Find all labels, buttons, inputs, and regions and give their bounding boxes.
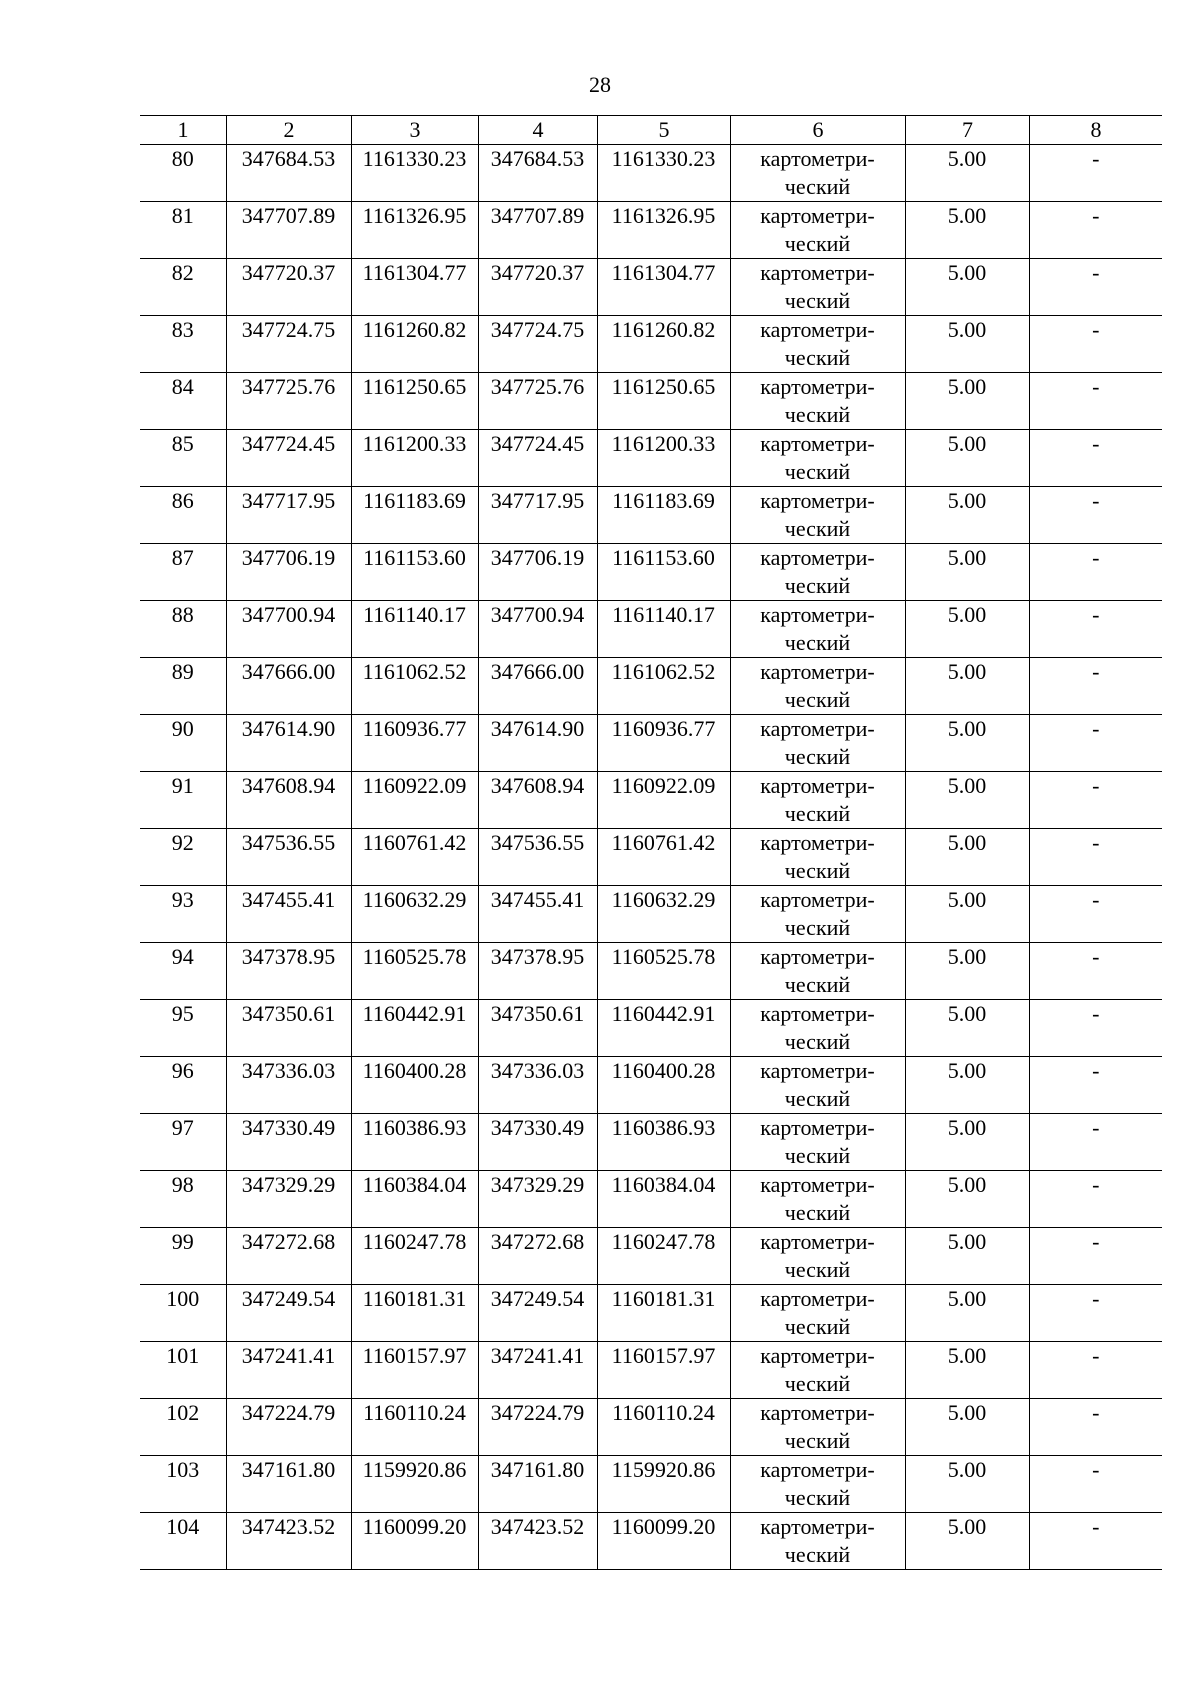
table-row xyxy=(140,1285,1162,1342)
method-cell xyxy=(730,943,905,1000)
method-line: картометри- xyxy=(760,1229,875,1254)
table-row xyxy=(140,202,1162,259)
notes-cell: - xyxy=(1029,1171,1162,1228)
y-coord-cell: 1161183.69 xyxy=(351,487,478,544)
y-coord-cell: 1160632.29 xyxy=(597,886,730,943)
notes-cell: - xyxy=(1029,487,1162,544)
y-coord-cell: 1161304.77 xyxy=(351,259,478,316)
method-cell xyxy=(730,829,905,886)
method-line: ческий xyxy=(784,402,851,427)
table-row xyxy=(140,601,1162,658)
x-coord-cell: 347707.89 xyxy=(478,202,597,259)
y-coord-cell: 1160386.93 xyxy=(351,1114,478,1171)
y-coord-cell: 1160761.42 xyxy=(351,829,478,886)
method-line: картометри- xyxy=(760,317,875,342)
accuracy-cell: 5.00 xyxy=(905,544,1029,601)
x-coord-cell: 347724.75 xyxy=(478,316,597,373)
point-number-cell: 80 xyxy=(140,145,226,202)
x-coord-cell: 347666.00 xyxy=(226,658,351,715)
y-coord-cell: 1161153.60 xyxy=(597,544,730,601)
x-coord-cell: 347224.79 xyxy=(478,1399,597,1456)
method-cell xyxy=(730,487,905,544)
x-coord-cell: 347724.75 xyxy=(226,316,351,373)
x-coord-cell: 347614.90 xyxy=(226,715,351,772)
method-cell xyxy=(730,1513,905,1570)
notes-cell: - xyxy=(1029,1399,1162,1456)
x-coord-cell: 347272.68 xyxy=(226,1228,351,1285)
notes-cell: - xyxy=(1029,1456,1162,1513)
notes-cell: - xyxy=(1029,1342,1162,1399)
coordinates-table xyxy=(140,115,1162,1570)
notes-cell: - xyxy=(1029,544,1162,601)
y-coord-cell: 1161330.23 xyxy=(351,145,478,202)
x-coord-cell: 347423.52 xyxy=(478,1513,597,1570)
method-line: картометри- xyxy=(760,488,875,513)
method-cell xyxy=(730,430,905,487)
x-coord-cell: 347329.29 xyxy=(226,1171,351,1228)
notes-cell: - xyxy=(1029,1285,1162,1342)
accuracy-cell: 5.00 xyxy=(905,202,1029,259)
method-cell xyxy=(730,316,905,373)
method-cell xyxy=(730,658,905,715)
method-cell xyxy=(730,715,905,772)
method-line: картометри- xyxy=(760,602,875,627)
x-coord-cell: 347455.41 xyxy=(226,886,351,943)
y-coord-cell: 1160922.09 xyxy=(351,772,478,829)
y-coord-cell: 1160936.77 xyxy=(597,715,730,772)
x-coord-cell: 347378.95 xyxy=(478,943,597,1000)
point-number-cell: 92 xyxy=(140,829,226,886)
table-row xyxy=(140,658,1162,715)
method-line: картометри- xyxy=(760,1343,875,1368)
method-line: ческий xyxy=(784,801,851,826)
method-line: ческий xyxy=(784,1086,851,1111)
x-coord-cell: 347330.49 xyxy=(478,1114,597,1171)
table-row xyxy=(140,1057,1162,1114)
x-coord-cell: 347700.94 xyxy=(478,601,597,658)
notes-cell: - xyxy=(1029,1228,1162,1285)
x-coord-cell: 347249.54 xyxy=(226,1285,351,1342)
accuracy-cell: 5.00 xyxy=(905,886,1029,943)
point-number-cell: 83 xyxy=(140,316,226,373)
x-coord-cell: 347455.41 xyxy=(478,886,597,943)
method-line: ческий xyxy=(784,459,851,484)
notes-cell: - xyxy=(1029,145,1162,202)
y-coord-cell: 1161250.65 xyxy=(351,373,478,430)
point-number-cell: 103 xyxy=(140,1456,226,1513)
y-coord-cell: 1160181.31 xyxy=(351,1285,478,1342)
point-number-cell: 81 xyxy=(140,202,226,259)
notes-cell: - xyxy=(1029,1000,1162,1057)
method-line: ческий xyxy=(784,1257,851,1282)
y-coord-cell: 1161062.52 xyxy=(597,658,730,715)
point-number-cell: 89 xyxy=(140,658,226,715)
x-coord-cell: 347706.19 xyxy=(226,544,351,601)
method-line: картометри- xyxy=(760,1001,875,1026)
method-line: картометри- xyxy=(760,1058,875,1083)
y-coord-cell: 1160632.29 xyxy=(351,886,478,943)
y-coord-cell: 1161326.95 xyxy=(351,202,478,259)
table-row xyxy=(140,1000,1162,1057)
x-coord-cell: 347720.37 xyxy=(478,259,597,316)
method-cell xyxy=(730,1456,905,1513)
method-line: картометри- xyxy=(760,545,875,570)
x-coord-cell: 347717.95 xyxy=(478,487,597,544)
method-line: картометри- xyxy=(760,1286,875,1311)
x-coord-cell: 347666.00 xyxy=(478,658,597,715)
method-line: картометри- xyxy=(760,431,875,456)
method-cell xyxy=(730,1171,905,1228)
header-row xyxy=(140,116,1162,145)
x-coord-cell: 347249.54 xyxy=(478,1285,597,1342)
accuracy-cell: 5.00 xyxy=(905,1399,1029,1456)
y-coord-cell: 1160400.28 xyxy=(597,1057,730,1114)
y-coord-cell: 1161062.52 xyxy=(351,658,478,715)
x-coord-cell: 347725.76 xyxy=(226,373,351,430)
method-cell xyxy=(730,1114,905,1171)
accuracy-cell: 5.00 xyxy=(905,145,1029,202)
accuracy-cell: 5.00 xyxy=(905,1171,1029,1228)
method-cell xyxy=(730,259,905,316)
accuracy-cell: 5.00 xyxy=(905,1057,1029,1114)
accuracy-cell: 5.00 xyxy=(905,1285,1029,1342)
x-coord-cell: 347161.80 xyxy=(478,1456,597,1513)
table-row xyxy=(140,145,1162,202)
y-coord-cell: 1161200.33 xyxy=(351,430,478,487)
table-row xyxy=(140,259,1162,316)
method-line: ческий xyxy=(784,1542,851,1567)
x-coord-cell: 347336.03 xyxy=(226,1057,351,1114)
accuracy-cell: 5.00 xyxy=(905,1456,1029,1513)
x-coord-cell: 347706.19 xyxy=(478,544,597,601)
accuracy-cell: 5.00 xyxy=(905,715,1029,772)
header-cell: 2 xyxy=(226,116,351,145)
y-coord-cell: 1160400.28 xyxy=(351,1057,478,1114)
notes-cell: - xyxy=(1029,316,1162,373)
accuracy-cell: 5.00 xyxy=(905,829,1029,886)
method-cell xyxy=(730,886,905,943)
y-coord-cell: 1160110.24 xyxy=(351,1399,478,1456)
table-row xyxy=(140,1513,1162,1570)
accuracy-cell: 5.00 xyxy=(905,1513,1029,1570)
x-coord-cell: 347161.80 xyxy=(226,1456,351,1513)
y-coord-cell: 1161200.33 xyxy=(597,430,730,487)
x-coord-cell: 347614.90 xyxy=(478,715,597,772)
x-coord-cell: 347241.41 xyxy=(226,1342,351,1399)
x-coord-cell: 347350.61 xyxy=(478,1000,597,1057)
table-body xyxy=(140,145,1162,1570)
x-coord-cell: 347329.29 xyxy=(478,1171,597,1228)
notes-cell: - xyxy=(1029,202,1162,259)
method-line: картометри- xyxy=(760,944,875,969)
method-line: картометри- xyxy=(760,146,875,171)
method-line: картометри- xyxy=(760,830,875,855)
y-coord-cell: 1160247.78 xyxy=(351,1228,478,1285)
y-coord-cell: 1161260.82 xyxy=(597,316,730,373)
method-line: ческий xyxy=(784,744,851,769)
notes-cell: - xyxy=(1029,259,1162,316)
table-row xyxy=(140,1399,1162,1456)
notes-cell: - xyxy=(1029,943,1162,1000)
method-cell xyxy=(730,202,905,259)
notes-cell: - xyxy=(1029,658,1162,715)
method-line: ческий xyxy=(784,972,851,997)
y-coord-cell: 1160525.78 xyxy=(597,943,730,1000)
point-number-cell: 85 xyxy=(140,430,226,487)
x-coord-cell: 347608.94 xyxy=(478,772,597,829)
method-cell xyxy=(730,373,905,430)
method-line: ческий xyxy=(784,1371,851,1396)
notes-cell: - xyxy=(1029,1513,1162,1570)
y-coord-cell: 1160157.97 xyxy=(597,1342,730,1399)
notes-cell: - xyxy=(1029,373,1162,430)
y-coord-cell: 1160247.78 xyxy=(597,1228,730,1285)
method-line: картометри- xyxy=(760,1172,875,1197)
y-coord-cell: 1160384.04 xyxy=(351,1171,478,1228)
point-number-cell: 82 xyxy=(140,259,226,316)
x-coord-cell: 347224.79 xyxy=(226,1399,351,1456)
header-cell: 1 xyxy=(140,116,226,145)
method-line: ческий xyxy=(784,174,851,199)
x-coord-cell: 347330.49 xyxy=(226,1114,351,1171)
y-coord-cell: 1160442.91 xyxy=(597,1000,730,1057)
table-row xyxy=(140,1171,1162,1228)
method-line: картометри- xyxy=(760,1400,875,1425)
x-coord-cell: 347336.03 xyxy=(478,1057,597,1114)
method-line: ческий xyxy=(784,1200,851,1225)
method-line: картометри- xyxy=(760,887,875,912)
method-cell xyxy=(730,1285,905,1342)
y-coord-cell: 1161140.17 xyxy=(597,601,730,658)
x-coord-cell: 347720.37 xyxy=(226,259,351,316)
table-row xyxy=(140,430,1162,487)
method-cell xyxy=(730,1342,905,1399)
x-coord-cell: 347350.61 xyxy=(226,1000,351,1057)
x-coord-cell: 347536.55 xyxy=(478,829,597,886)
method-line: ческий xyxy=(784,231,851,256)
x-coord-cell: 347378.95 xyxy=(226,943,351,1000)
y-coord-cell: 1161140.17 xyxy=(351,601,478,658)
method-line: картометри- xyxy=(760,203,875,228)
header-cell: 4 xyxy=(478,116,597,145)
accuracy-cell: 5.00 xyxy=(905,658,1029,715)
point-number-cell: 99 xyxy=(140,1228,226,1285)
table-row xyxy=(140,1342,1162,1399)
x-coord-cell: 347272.68 xyxy=(478,1228,597,1285)
y-coord-cell: 1161304.77 xyxy=(597,259,730,316)
table-row xyxy=(140,487,1162,544)
point-number-cell: 91 xyxy=(140,772,226,829)
accuracy-cell: 5.00 xyxy=(905,373,1029,430)
method-line: ческий xyxy=(784,1428,851,1453)
accuracy-cell: 5.00 xyxy=(905,1228,1029,1285)
y-coord-cell: 1160384.04 xyxy=(597,1171,730,1228)
notes-cell: - xyxy=(1029,715,1162,772)
accuracy-cell: 5.00 xyxy=(905,1342,1029,1399)
y-coord-cell: 1161326.95 xyxy=(597,202,730,259)
method-cell xyxy=(730,145,905,202)
method-cell xyxy=(730,1000,905,1057)
table-row xyxy=(140,373,1162,430)
notes-cell: - xyxy=(1029,772,1162,829)
y-coord-cell: 1160099.20 xyxy=(351,1513,478,1570)
header-cell: 6 xyxy=(730,116,905,145)
point-number-cell: 102 xyxy=(140,1399,226,1456)
y-coord-cell: 1159920.86 xyxy=(597,1456,730,1513)
method-line: ческий xyxy=(784,1029,851,1054)
x-coord-cell: 347725.76 xyxy=(478,373,597,430)
method-line: ческий xyxy=(784,516,851,541)
point-number-cell: 100 xyxy=(140,1285,226,1342)
method-line: картометри- xyxy=(760,1457,875,1482)
table-row xyxy=(140,886,1162,943)
method-cell xyxy=(730,1399,905,1456)
method-line: картометри- xyxy=(760,1115,875,1140)
x-coord-cell: 347684.53 xyxy=(226,145,351,202)
header-cell: 8 xyxy=(1029,116,1162,145)
notes-cell: - xyxy=(1029,829,1162,886)
x-coord-cell: 347536.55 xyxy=(226,829,351,886)
method-line: картометри- xyxy=(760,374,875,399)
y-coord-cell: 1160157.97 xyxy=(351,1342,478,1399)
accuracy-cell: 5.00 xyxy=(905,601,1029,658)
y-coord-cell: 1161153.60 xyxy=(351,544,478,601)
accuracy-cell: 5.00 xyxy=(905,259,1029,316)
y-coord-cell: 1161250.65 xyxy=(597,373,730,430)
notes-cell: - xyxy=(1029,601,1162,658)
method-line: ческий xyxy=(784,630,851,655)
x-coord-cell: 347724.45 xyxy=(478,430,597,487)
y-coord-cell: 1160525.78 xyxy=(351,943,478,1000)
point-number-cell: 84 xyxy=(140,373,226,430)
table-row xyxy=(140,1114,1162,1171)
table-row xyxy=(140,829,1162,886)
x-coord-cell: 347700.94 xyxy=(226,601,351,658)
method-cell xyxy=(730,1057,905,1114)
method-line: ческий xyxy=(784,573,851,598)
accuracy-cell: 5.00 xyxy=(905,772,1029,829)
table-row xyxy=(140,316,1162,373)
y-coord-cell: 1160936.77 xyxy=(351,715,478,772)
x-coord-cell: 347608.94 xyxy=(226,772,351,829)
x-coord-cell: 347423.52 xyxy=(226,1513,351,1570)
point-number-cell: 93 xyxy=(140,886,226,943)
accuracy-cell: 5.00 xyxy=(905,1114,1029,1171)
point-number-cell: 98 xyxy=(140,1171,226,1228)
method-line: ческий xyxy=(784,1314,851,1339)
y-coord-cell: 1160386.93 xyxy=(597,1114,730,1171)
y-coord-cell: 1159920.86 xyxy=(351,1456,478,1513)
method-cell xyxy=(730,1228,905,1285)
method-cell xyxy=(730,772,905,829)
method-line: ческий xyxy=(784,687,851,712)
method-cell xyxy=(730,544,905,601)
accuracy-cell: 5.00 xyxy=(905,943,1029,1000)
method-line: ческий xyxy=(784,345,851,370)
y-coord-cell: 1160110.24 xyxy=(597,1399,730,1456)
y-coord-cell: 1160922.09 xyxy=(597,772,730,829)
header-cell: 7 xyxy=(905,116,1029,145)
point-number-cell: 95 xyxy=(140,1000,226,1057)
method-line: картометри- xyxy=(760,659,875,684)
method-line: ческий xyxy=(784,858,851,883)
method-cell xyxy=(730,601,905,658)
notes-cell: - xyxy=(1029,430,1162,487)
method-line: ческий xyxy=(784,1143,851,1168)
header-cell: 3 xyxy=(351,116,478,145)
x-coord-cell: 347724.45 xyxy=(226,430,351,487)
method-line: картометри- xyxy=(760,716,875,741)
x-coord-cell: 347717.95 xyxy=(226,487,351,544)
x-coord-cell: 347241.41 xyxy=(478,1342,597,1399)
point-number-cell: 88 xyxy=(140,601,226,658)
table-row xyxy=(140,1456,1162,1513)
table-row xyxy=(140,544,1162,601)
y-coord-cell: 1161330.23 xyxy=(597,145,730,202)
y-coord-cell: 1160442.91 xyxy=(351,1000,478,1057)
notes-cell: - xyxy=(1029,1057,1162,1114)
table-row xyxy=(140,1228,1162,1285)
table-row xyxy=(140,943,1162,1000)
point-number-cell: 97 xyxy=(140,1114,226,1171)
point-number-cell: 90 xyxy=(140,715,226,772)
method-line: ческий xyxy=(784,1485,851,1510)
accuracy-cell: 5.00 xyxy=(905,430,1029,487)
notes-cell: - xyxy=(1029,886,1162,943)
point-number-cell: 104 xyxy=(140,1513,226,1570)
y-coord-cell: 1160181.31 xyxy=(597,1285,730,1342)
accuracy-cell: 5.00 xyxy=(905,1000,1029,1057)
accuracy-cell: 5.00 xyxy=(905,316,1029,373)
x-coord-cell: 347684.53 xyxy=(478,145,597,202)
point-number-cell: 101 xyxy=(140,1342,226,1399)
x-coord-cell: 347707.89 xyxy=(226,202,351,259)
y-coord-cell: 1161260.82 xyxy=(351,316,478,373)
notes-cell: - xyxy=(1029,1114,1162,1171)
point-number-cell: 94 xyxy=(140,943,226,1000)
method-line: картометри- xyxy=(760,1514,875,1539)
method-line: картометри- xyxy=(760,260,875,285)
header-cell: 5 xyxy=(597,116,730,145)
point-number-cell: 86 xyxy=(140,487,226,544)
y-coord-cell: 1160099.20 xyxy=(597,1513,730,1570)
y-coord-cell: 1160761.42 xyxy=(597,829,730,886)
y-coord-cell: 1161183.69 xyxy=(597,487,730,544)
method-line: картометри- xyxy=(760,773,875,798)
table-row xyxy=(140,715,1162,772)
point-number-cell: 96 xyxy=(140,1057,226,1114)
table-row xyxy=(140,772,1162,829)
method-line: ческий xyxy=(784,288,851,313)
accuracy-cell: 5.00 xyxy=(905,487,1029,544)
point-number-cell: 87 xyxy=(140,544,226,601)
method-line: ческий xyxy=(784,915,851,940)
page-number: 28 xyxy=(589,72,611,97)
